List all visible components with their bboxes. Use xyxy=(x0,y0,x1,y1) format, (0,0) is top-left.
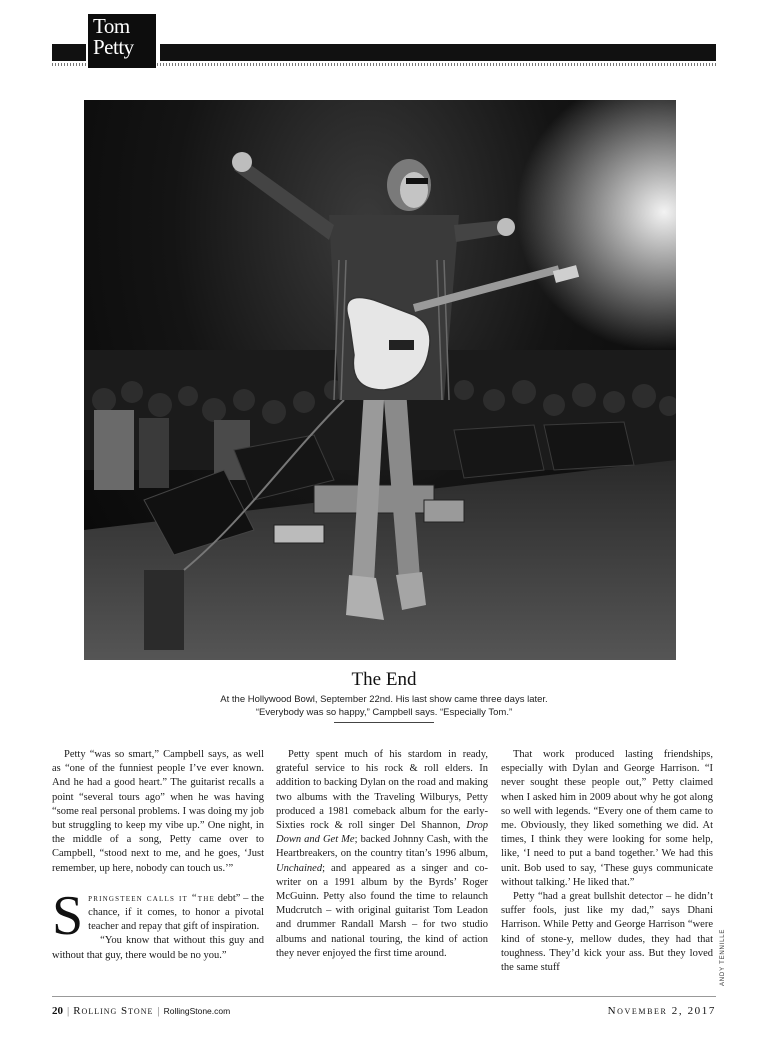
dropcap-lead-in: pringsteen calls it “the xyxy=(88,892,215,904)
caption-rule xyxy=(334,722,434,723)
paragraph-text: Petty spent much of his stardom in ready, grateful service to his rock & roll elders. In addition to backing Dylan on the road and making two albums with the Traveling Wilburys, Petty produced a 1981 comeback album for the early-Sixties rock & roll singer Del Shannon, xyxy=(276,749,488,832)
dropcap-paragraph xyxy=(52,884,264,947)
page-number: 20 xyxy=(52,1005,63,1017)
section-label-line1: Tom xyxy=(93,14,130,38)
photo-credit: ANDY TENNILLE xyxy=(720,928,726,986)
article-column-2 xyxy=(276,748,488,961)
article-column-3 xyxy=(501,748,713,975)
header-bar-right xyxy=(160,44,716,61)
dropcap-paragraph-text: debt” – the chance, if it comes, to honor a pivotal teacher and repay that gift of inspiration. xyxy=(88,892,264,933)
paragraph-text: ; and appeared as a singer and co-writer on a 1991 album by the Byrds’ Roger McGuinn. Petty also found the time to relaunch Mudcrutch – with original guitarist Tom Leadon and drummer Randall Marsh – for two studio albums and national touring, the kind of action they never enjoyed the first time around. xyxy=(276,862,488,959)
footer-separator: | xyxy=(67,1005,70,1017)
article-column-1 xyxy=(52,748,264,963)
paragraph: That work produced lasting friendships, especially with Dylan and George Harrison. “I never sought these people out,” Petty claimed when I asked him in 2009 about why he got along so well with legends. “Every one of them came to me. Obviously, they liked something we did. At times, I think they were looking for some help, like, ‘I need to put a band together.’ We had this unit. Bob used to say, ‘These guys communicate without talking.’ He liked that.” xyxy=(501,749,713,888)
paragraph: Petty “was so smart,” Campbell says, as well as “one of the funniest people I’ve ever known. And he had a good heart.” The guitarist recalls a point “several tours ago” when he was having “some real personal problems. I was doing my job but struggling to keep my vibe up.” One night, in the middle of a song, Petty came over to Campbell, “stood next to me, and he goes, ‘Just remember, up here, nobody can touch us.’” xyxy=(52,749,264,874)
footer-separator: | xyxy=(157,1005,160,1017)
paragraph: “You know that without this guy and without that guy, there would be no you.” xyxy=(52,935,264,961)
magazine-website: RollingStone.com xyxy=(163,1006,231,1016)
caption-text: At the Hollywood Bowl, September 22nd. His last show came three days later. “Everybody was so happy,” Campbell says. “Especially Tom.” xyxy=(220,694,548,718)
album-title: Unchained xyxy=(276,862,323,874)
header-bar-left xyxy=(52,44,86,61)
footer-rule xyxy=(52,996,716,997)
paragraph-text: ; backed Johnny Cash, with the Heartbreakers, on the country titan’s 1996 album, xyxy=(276,834,489,860)
paragraph xyxy=(276,748,488,961)
footer-left xyxy=(52,1004,230,1018)
section-label xyxy=(93,16,155,58)
drop-cap: S xyxy=(52,884,84,947)
concert-photo xyxy=(84,100,676,660)
caption-title: The End xyxy=(351,669,417,690)
paragraph: Petty “had a great bullshit detector – he didn’t suffer fools, just like my dad,” says Dhani Harrison. While Petty and George Harrison “were kind of stone-y, mellow dudes, they had that toughness. They’d kick your ass. But they loved the same stuff xyxy=(501,891,713,974)
album-title: Drop Down and Get Me xyxy=(276,820,488,846)
magazine-name: Rolling Stone xyxy=(73,1005,154,1017)
issue-date: November 2, 2017 xyxy=(607,1005,716,1017)
section-label-line2: Petty xyxy=(93,35,134,59)
